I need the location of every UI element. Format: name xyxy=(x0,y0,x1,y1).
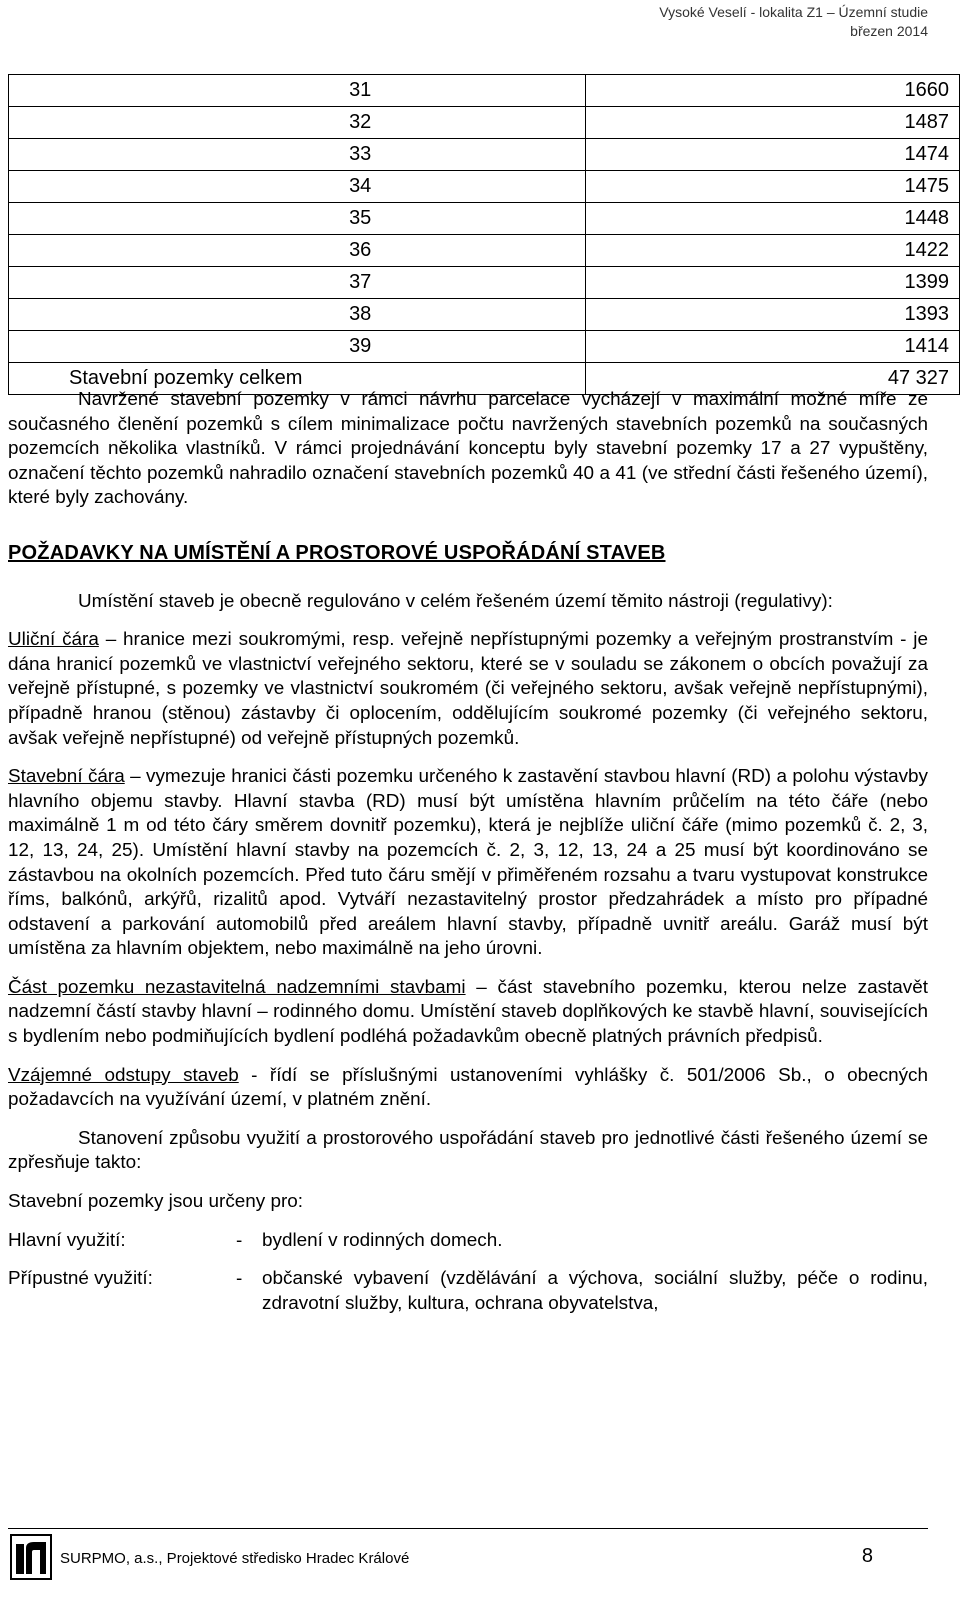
plot-number-cell: 36 xyxy=(9,235,586,267)
plot-area-cell: 1475 xyxy=(586,171,960,203)
use-text: občanské vybavení (vzdělávání a výchova, sociální služby, péče o rodinu, zdravotní služby, kultura, ochrana obyvatelstva, xyxy=(262,1268,928,1314)
use-label: Hlavní využití: xyxy=(8,1229,126,1251)
plot-number-cell: 35 xyxy=(9,203,586,235)
surpmo-logo-icon xyxy=(10,1534,52,1580)
page-number: 8 xyxy=(861,1545,873,1567)
definition-term: Uliční čára xyxy=(8,629,99,651)
plot-area-cell: 1487 xyxy=(586,107,960,139)
paragraph-plots-purpose: Stavební pozemky jsou určeny pro: xyxy=(8,1191,304,1213)
use-permitted xyxy=(8,1267,928,1316)
table-row xyxy=(9,139,960,171)
document-body xyxy=(8,388,928,1330)
table-row xyxy=(9,75,960,107)
definition-text: – vymezuje hranici části pozemku určeného k zastavění stavbou hlavní (RD) a polohu výstavby hlavního objemu stavby. Hlavní stavba (RD) musí být umístěna hlavním průčelím na této čáře (nebo maximálně 1 m od této čáry směrem dovnitř pozemku), která je nejblíže uliční čáře (mimo pozemků č. 2, 3, 12, 13, 24, 25). Umístění hlavní stavby na pozemcích č. 2, 3, 12, 13, 24 a 25 musí být koordinováno se zástavbou na okolních pozemcích. Před tuto čáru smějí v přiměřeném rozsahu a tvaru vystupovat konstrukce říms, balkónů, arkýřů, rizalitů apod. Vytváří nezastavitelný prostor předzahrádek a místo pro případné odstavení a parkování automobilů před areálem hlavní stavby, případně uvnitř areálu. Garáž musí být umístěna za hlavním objektem, nebo maximálně na jeho úrovni. xyxy=(8,766,928,960)
total-label-cell: Stavební pozemky celkem xyxy=(9,363,586,395)
plot-area-cell: 1399 xyxy=(586,267,960,299)
plot-area-cell: 1474 xyxy=(586,139,960,171)
plot-number-cell: 32 xyxy=(9,107,586,139)
use-text: bydlení v rodinných domech. xyxy=(262,1229,503,1251)
definition-text: – část stavebního pozemku, kterou nelze zastavět nadzemní částí stavby hlavní – rodinného domu. Umístění staveb doplňkových ke stavbě hlavní, souvisejících s bydlením nebo podmiňujících bydlení podléhá požadavkům obecně platných právních předpisů. xyxy=(8,976,928,1048)
use-label: Přípustné využití: xyxy=(8,1268,153,1290)
definition-term: Vzájemné odstupy staveb xyxy=(8,1064,239,1086)
table-row xyxy=(9,331,960,363)
definition-text: - řídí se příslušnými ustanoveními vyhlášky č. 501/2006 Sb., o obecných požadavcích na využívání území, v platném znění. xyxy=(8,1064,928,1111)
paragraph-regulation-intro: Umístění staveb je obecně regulováno v celém řešeném území těmito nástroji (regulativy): xyxy=(78,590,833,612)
plot-area-cell: 1660 xyxy=(586,75,960,107)
plot-number-cell: 31 xyxy=(9,75,586,107)
plot-number-cell: 33 xyxy=(9,139,586,171)
table-row xyxy=(9,235,960,267)
header-date: březen 2014 xyxy=(850,23,928,39)
table-row xyxy=(9,107,960,139)
table-row xyxy=(9,267,960,299)
paragraph-parcelation: Navržené stavební pozemky v rámci návrhu parcelace vycházejí v maximální možné míře ze současného členění pozemků s cílem minimalizace počtu navržených stavebních pozemků na současných pozemcích několika vlastníků. V rámci projednávání konceptu byly stavební pozemky 17 a 27 vypuštěny, označení těchto pozemků nahradilo označení stavebních pozemků 40 a 41 (ve střední části řešeného území), které byly zachovány. xyxy=(8,389,928,509)
plot-number-cell: 39 xyxy=(9,331,586,363)
plot-area-cell: 1422 xyxy=(586,235,960,267)
definition-text: – hranice mezi soukromými, resp. veřejně nepřístupnými pozemky a veřejným prostranstvím - je dána hranicí pozemků ve vlastnictví veřejného sektoru, které se v souladu se zákonem o obcích považují za veřejně přístupné, s pozemky ve vlastnictví soukromém (či veřejného sektoru, avšak veřejně nepřístupnými), případně hranou (stěnou) zástavby či oplocením, oddělujícím soukromé pozemky (či veřejného sektoru, avšak veřejně nepřístupné) od veřejně přístupných pozemků. xyxy=(8,629,929,749)
plot-area-cell: 1414 xyxy=(586,331,960,363)
plot-area-cell: 1448 xyxy=(586,203,960,235)
table-row xyxy=(9,203,960,235)
page-header xyxy=(659,3,928,41)
definition-term: Stavební čára xyxy=(8,766,125,788)
plot-number-cell: 38 xyxy=(9,299,586,331)
header-title: Vysoké Veselí - lokalita Z1 – Územní studie xyxy=(659,4,928,20)
footer-organization: SURPMO, a.s., Projektové středisko Hradec Králové xyxy=(60,1550,410,1567)
definition-building-line xyxy=(8,765,928,962)
plots-area-table xyxy=(8,74,960,395)
use-dash: - xyxy=(236,1268,243,1290)
plot-number-cell: 37 xyxy=(9,267,586,299)
use-main xyxy=(8,1229,928,1254)
plot-number-cell: 34 xyxy=(9,171,586,203)
definition-unbuildable-part xyxy=(8,976,928,1050)
section-heading: POŽADAVKY NA UMÍSTĚNÍ A PROSTOROVÉ USPOŘÁDÁNÍ STAVEB xyxy=(8,541,666,564)
footer-rule xyxy=(8,1528,928,1529)
table-row xyxy=(9,299,960,331)
use-dash: - xyxy=(236,1229,243,1251)
page-footer xyxy=(8,1528,928,1598)
total-area-cell: 47 327 xyxy=(586,363,960,395)
plot-area-cell: 1393 xyxy=(586,299,960,331)
table-row xyxy=(9,171,960,203)
definition-street-line xyxy=(8,628,928,751)
definition-term: Část pozemku nezastavitelná nadzemními stavbami xyxy=(8,976,466,998)
definition-mutual-distances xyxy=(8,1064,928,1113)
paragraph-usage-intro: Stanovení způsobu využití a prostorového uspořádání staveb pro jednotlivé části řešeného území se zpřesňuje takto: xyxy=(8,1127,928,1174)
